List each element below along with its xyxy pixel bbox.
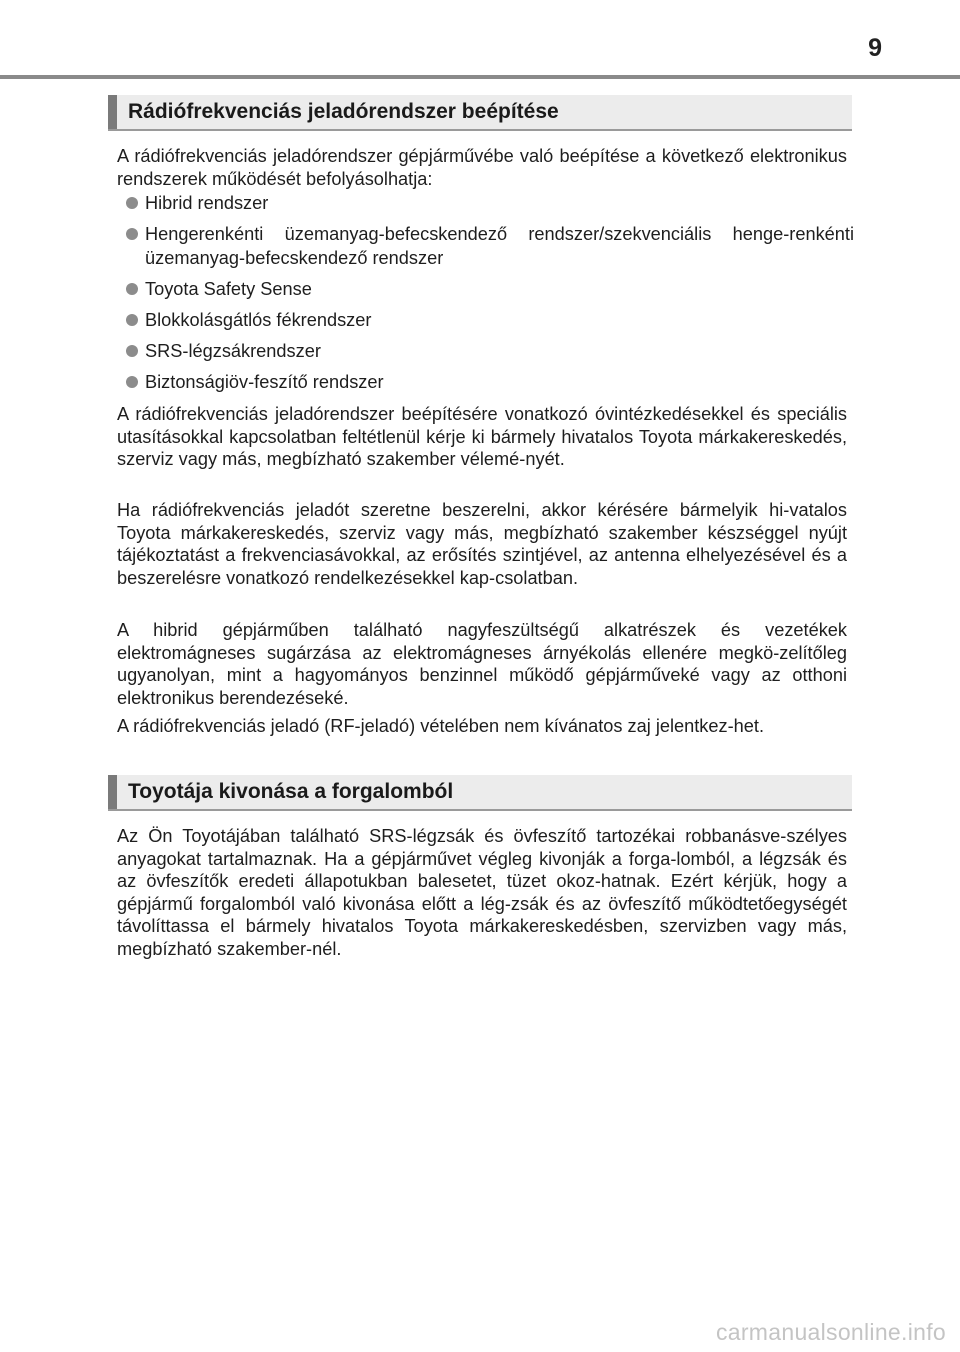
- affected-systems-list: [126, 191, 854, 394]
- list-item: Hengerenkénti üzemanyag-befecskendező rendszer/szekvenciális henge-renkénti üzemanyag-befecskendező rendszer: [126, 222, 854, 270]
- list-item: Toyota Safety Sense: [126, 277, 854, 301]
- list-item: Hibrid rendszer: [126, 191, 854, 215]
- top-rule: [0, 75, 960, 79]
- section-heading-decommission: [108, 775, 852, 811]
- bullet-dot-icon: [126, 228, 138, 240]
- heading-accent-bar: [108, 775, 117, 809]
- page-number: 9: [868, 34, 882, 62]
- list-item: Biztonságiöv-feszítő rendszer: [126, 370, 854, 394]
- bullet-dot-icon: [126, 314, 138, 326]
- list-item: Blokkolásgátlós fékrendszer: [126, 308, 854, 332]
- watermark-text: carmanualsonline.info: [715, 1319, 946, 1345]
- paragraph-hybrid-emission: A hibrid gépjárműben található nagyfeszültségű alkatrészek és vezetékek elektromágneses sugárzása az elektromágneses árnyékolás ellenére megkö-zelítőleg ugyanolyan, mint a hagyományos benzinnel működő gépjárműveké vagy az otthoni elektronikus berendezéseké.: [117, 620, 847, 708]
- paragraph-decommission: Az Ön Toyotájában található SRS-légzsák és övfeszítő tartozékai robbanásve-szélyes anyagokat tartalmaznak. Ha a gépjárművet végleg kivonják a forga-lomból, a légzsák és az övfeszítők eredeti állapotukban balesetet, tüzet okoz-hatnak. Ezért kérjük, hogy a gépjármű forgalomból való kivonása előtt a lég-zsák és az övfeszítő működtetőegységét távolíttassa el bármely hivatalos Toyota márkakereskedésben, szervizben vagy más, megbízható szakember-nél.: [117, 826, 847, 959]
- bullet-dot-icon: [126, 197, 138, 209]
- bullet-dot-icon: [126, 376, 138, 388]
- paragraph-noise: A rádiófrekvenciás jeladó (RF-jeladó) vételében nem kívánatos zaj jelentkez-het.: [117, 716, 765, 736]
- bullet-dot-icon: [126, 345, 138, 357]
- bullet-dot-icon: [126, 283, 138, 295]
- section-title: Toyotája kivonása a forgalomból: [128, 780, 454, 803]
- paragraph-precautions: A rádiófrekvenciás jeladórendszer beépítésére vonatkozó óvintézkedésekkel és speciális utasításokkal kapcsolatban feltétlenül kérje ki bármely hivatalos Toyota márkakereskedés, szerviz vagy más, megbízható szakember vélemé-nyét.: [117, 404, 847, 470]
- heading-accent-bar: [108, 95, 117, 129]
- section-title: Rádiófrekvenciás jeladórendszer beépítése: [128, 100, 559, 123]
- paragraph-installation: Ha rádiófrekvenciás jeladót szeretne beszerelni, akkor kérésére bármelyik hi-vatalos Toyota márkakereskedés, szerviz vagy más, megbízható szakember készséggel nyújt tájékoztatást a frekvenciasávokkal, az erősítés szintjével, az antenna elhelyezésével és a beszerelésre vonatkozó rendelkezésekkel kap-csolatban.: [117, 500, 847, 588]
- list-item: SRS-légzsákrendszer: [126, 339, 854, 363]
- section-heading-radio: [108, 95, 852, 131]
- intro-paragraph: A rádiófrekvenciás jeladórendszer gépjárművébe való beépítése a következő elektronikus rendszerek működését befolyásolhatja:: [117, 146, 847, 189]
